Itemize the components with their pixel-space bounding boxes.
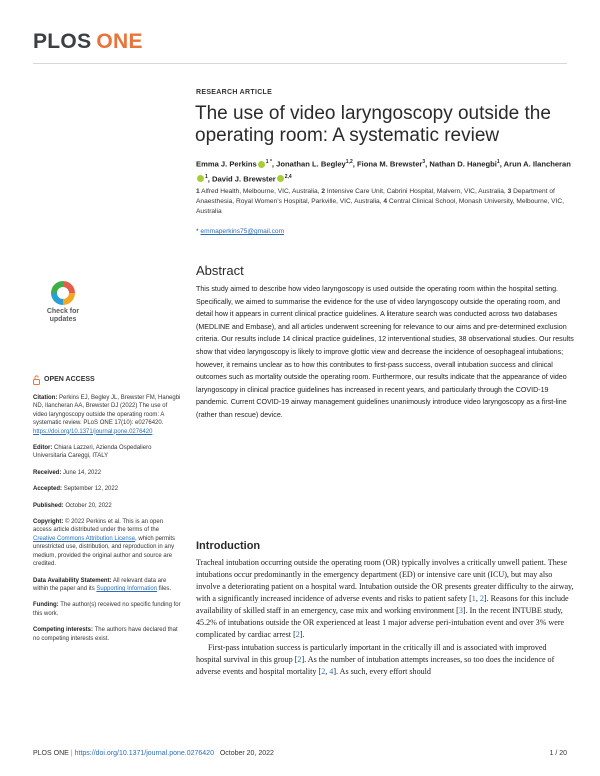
published-label: Published: [33, 502, 64, 509]
affil-num: 3 [507, 188, 512, 195]
text-run: ]. As such, every effort should [333, 667, 431, 676]
reference-link[interactable]: 2 [321, 667, 326, 676]
copyright-label: Copyright: [33, 519, 64, 526]
citation-block [33, 394, 183, 436]
header-divider [33, 63, 567, 64]
reference-link[interactable]: 2 [479, 594, 484, 603]
logo-plos: PLOS [33, 30, 92, 53]
citation-text: Perkins EJ, Begley JL, Brewster FM, Hanegbi ND, Ilancheran AA, Brewster DJ (2022) The use of video laryngoscopy outside the operating room: A systematic review. PLoS ONE 17(10): e0276420. [33, 395, 181, 427]
competing-label: Competing interests: [33, 627, 94, 634]
author-name[interactable]: Jonathan L. Begley [276, 159, 346, 169]
page-footer [33, 750, 567, 757]
author-sup: 2,4 [284, 173, 292, 180]
corresponding-mark: * [196, 228, 199, 235]
competing-interests-block [33, 626, 183, 643]
author-name[interactable]: Arun A. Ilancheran [503, 159, 571, 169]
accepted-date: September 12, 2022 [63, 486, 119, 493]
author-name[interactable]: Nathan D. Hanegbi [429, 159, 497, 169]
reference-link[interactable]: 2 [297, 655, 302, 664]
editor-label: Editor: [33, 445, 53, 452]
published-date: October 20, 2022 [65, 502, 112, 509]
author-sup: 1 [205, 173, 208, 180]
data-availability-block [33, 577, 183, 594]
received-block [33, 469, 183, 477]
author-sup: 1 [496, 159, 500, 165]
competing-text: The authors have declared that no competing interests exist. [33, 627, 178, 642]
affil-text: Intensive Care Unit, Cabrini Hospital, Malvern, VIC, Australia, [326, 188, 506, 195]
text-run: ]. Reasons for this include availability of skilled staff in an emergency, case mix and working environment [ [196, 594, 569, 615]
copyright-text: © 2022 Perkins et al. This is an open access article distributed under the terms of the [33, 519, 164, 534]
license-link[interactable]: Creative Commons Attribution License [33, 535, 136, 542]
accepted-label: Accepted: [33, 486, 63, 493]
corresponding-email [196, 228, 284, 235]
data-availability-label: Data Availability Statement: [33, 577, 112, 584]
funding-label: Funding: [33, 602, 59, 609]
footer-journal: PLOS ONE [33, 750, 69, 757]
orcid-icon[interactable] [258, 161, 265, 168]
data-availability-text: All relevant data are within the paper and its [33, 577, 167, 592]
affil-num: 1 [196, 188, 200, 195]
author-name[interactable]: Fiona M. Brewster [356, 159, 423, 169]
copyright-text: , which permits unrestricted use, distribution, and reproduction in any medium, provided the original author and source are credited. [33, 535, 176, 568]
author-list: Emma J. Perkins $^{1 *}$, Jonathan L. Begley$^{1,2}$, Fiona M. Brewster$^3$, Nathan D. Hanegbi$^1$, Arun A. Ilancheran$^1$, David J. Brewster $^{2,4}$ [196, 159, 571, 184]
journal-logo [33, 30, 143, 54]
orcid-icon[interactable] [277, 175, 284, 182]
logo-one: ONE [96, 30, 143, 53]
affil-text: Department of Anaesthesia, Royal Women’s Hospital, Parkville, VIC, Australia, [196, 188, 555, 205]
funding-block [33, 601, 183, 618]
text-run: , [475, 594, 480, 603]
abstract-heading: Abstract [196, 263, 244, 278]
open-access-row [33, 375, 183, 385]
footer-separator: | [70, 750, 73, 757]
citation-doi-link[interactable]: https://doi.org/10.1371/journal.pone.0276420 [33, 428, 153, 435]
introduction-heading: Introduction [196, 540, 261, 552]
reference-link[interactable]: 3 [458, 606, 463, 615]
text-run: , [325, 667, 330, 676]
article-title: The use of video laryngoscopy outside the operating room: A systematic review [195, 103, 551, 146]
received-date: June 14, 2022 [63, 469, 102, 476]
published-block [33, 502, 183, 510]
received-label: Received: [33, 469, 62, 476]
affil-text: Alfred Health, Melbourne, VIC, Australia, [201, 188, 320, 195]
editor-text: Chiara Lazzeri, Azienda Ospedaliero Universitaria Careggi, ITALY [33, 445, 152, 460]
affil-num: 4 [383, 198, 388, 205]
open-access-label: OPEN ACCESS [44, 375, 95, 383]
open-lock-icon [33, 375, 40, 385]
badge-line: updates [49, 316, 77, 323]
author-name[interactable]: Emma J. Perkins [196, 159, 257, 169]
email-link[interactable]: emmaperkins75@gmail.com [200, 228, 285, 235]
section-label: RESEARCH ARTICLE [196, 89, 273, 96]
editor-block [33, 444, 183, 461]
affil-text: Central Clinical School, Monash University, Melbourne, VIC, Australia [196, 198, 564, 215]
accepted-block [33, 485, 183, 493]
introduction-body [196, 557, 574, 678]
affiliations [196, 187, 574, 217]
abstract-text: This study aimed to describe how video laryngoscopy is used outside the operating room within the hospital setting. Specifically, we aimed to summarise the evidence for the use of video laryngoscopy outside the operating room, and detail how it appears in current clinical practice guidelines. A literature search was conducted across two databases (MEDLINE and Embase), and all articles underwent screening for relevance to our aims and pre-determined exclusion criteria. Our results include 14 clinical practice guidelines, 12 interventional studies, 38 observational studies. Our results show that video laryngoscopy is likely to improve glottic view and decrease the incidence of oesophageal intubations; however, it remains unclear as to how this contributes to first-pass success, overall intubation success and clinical outcomes such as mortality outside the operating room. Furthermore, our results indicate that the appearance of video laryngoscopy in clinical practice guidelines has increased in recent years, and particularly through the COVID-19 pandemic. Current COVID-19 airway management guidelines unanimously introduce video laryngoscopy as a first-line (rather than rescue) device. [196, 285, 574, 419]
text-run: First-pass intubation success is particularly important in the critically ill and is associated with improved hospital survival in this group [ [196, 643, 547, 664]
reference-link[interactable]: 4 [329, 667, 334, 676]
check-for-updates-icon[interactable] [33, 277, 93, 337]
text-run: Tracheal intubation occurring outside the operating room (OR) typically involves a critically unwell patient. These intubations occur predominantly in the emergency department (ED) or intensive care unit (ICU), but may also involve a deteriorating patient on a hospital ward. Intubation outside the OR presents greater difficulty to the airway, with a significantly increased incidence of adverse events and risks to patient safety [ [196, 558, 574, 603]
footer-date: October 20, 2022 [219, 750, 274, 757]
reference-link[interactable]: 2 [295, 630, 300, 639]
author-sup: 1,2 [345, 159, 353, 165]
reference-link[interactable]: 1 [471, 594, 476, 603]
author-name[interactable]: David J. Brewster [212, 174, 276, 184]
text-run: ]. As the number of intubation attempts increases, so too does the incidence of adverse events and hospital mortality [ [196, 655, 555, 676]
data-availability-text: files. [157, 585, 172, 592]
article-sidebar [33, 375, 183, 651]
supporting-information-link[interactable]: Supporting Information [96, 585, 158, 592]
text-run: ]. [299, 630, 305, 639]
page-number: 1 / 20 [549, 750, 567, 757]
affil-num: 2 [321, 188, 326, 195]
orcid-icon[interactable] [197, 175, 204, 182]
text-run: ]. In the recent INTUBE study, 45.2% of intubations outside the OR experienced at least 1 major adverse peri-intubation event and over 3% were complicated by cardiac arrest [ [196, 606, 565, 639]
author-sup: 1 * [265, 159, 272, 165]
footer-doi-link[interactable]: https://doi.org/10.1371/journal.pone.0276420 [74, 750, 214, 757]
citation-label: Citation: [33, 395, 58, 401]
check-for-updates-label[interactable] [33, 308, 93, 324]
intro-paragraph [196, 642, 574, 678]
author-sup: 3 [422, 159, 426, 165]
badge-line: Check for [46, 308, 80, 315]
intro-paragraph [196, 557, 574, 641]
copyright-block [33, 518, 183, 568]
funding-text: The author(s) received no specific funding for this work. [33, 602, 181, 617]
